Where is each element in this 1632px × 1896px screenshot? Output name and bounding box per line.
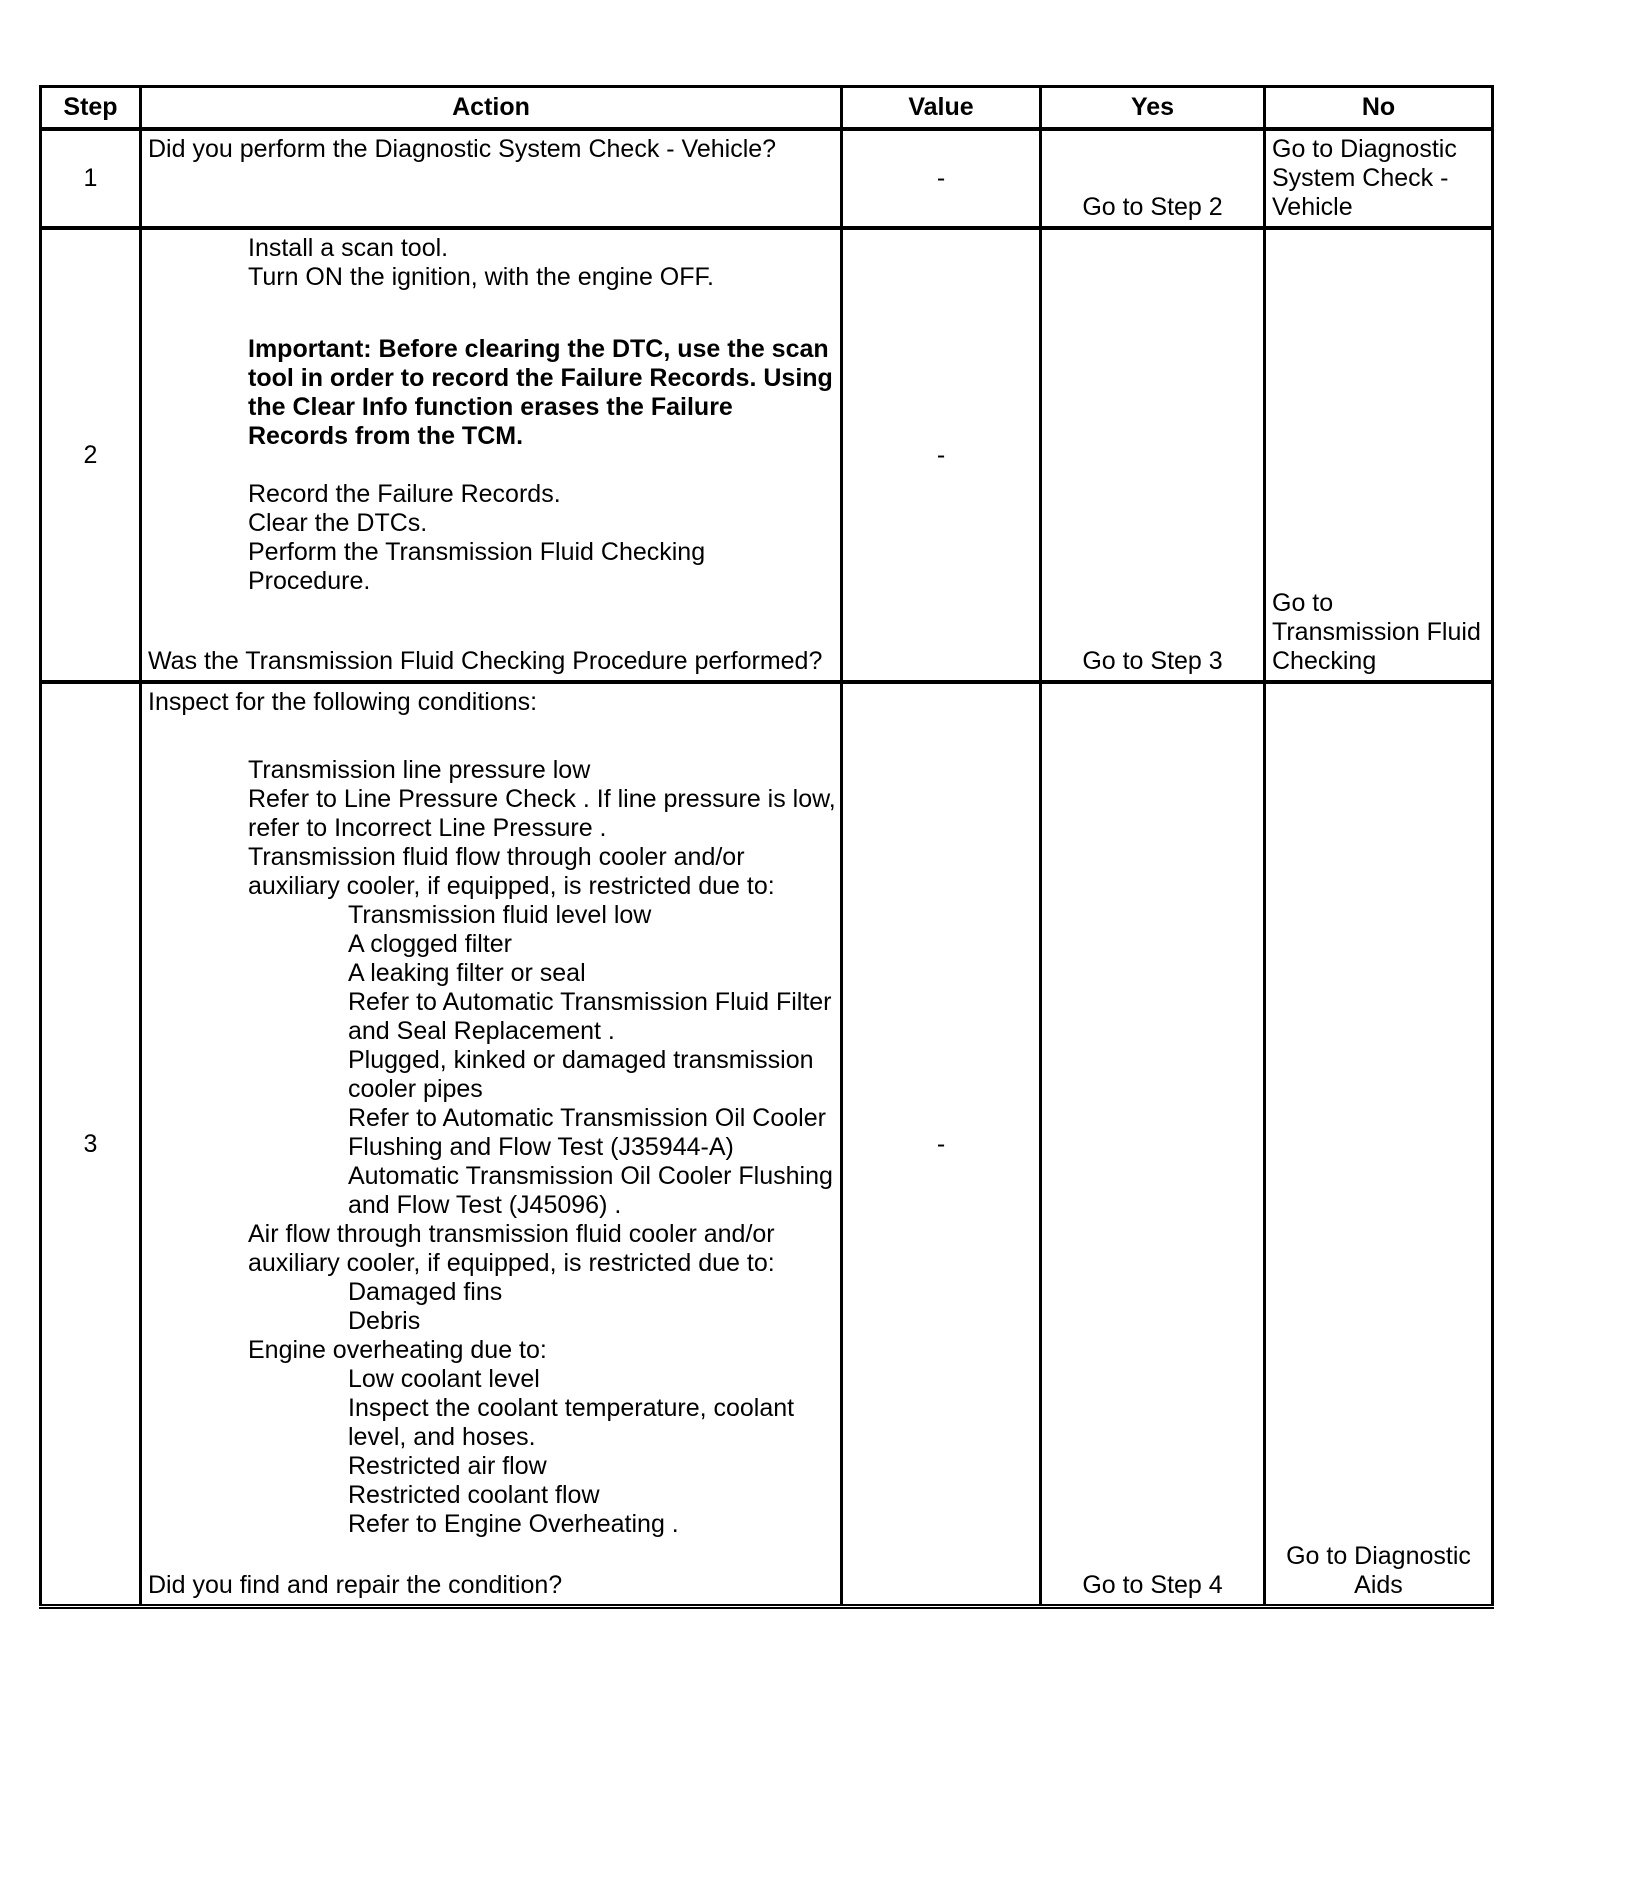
table-row-step-1	[41, 129, 1493, 228]
condition-subitem: Refer to Engine Overheating .	[348, 1510, 679, 1538]
condition-subitem: A leaking filter or seal	[348, 959, 586, 987]
no-link[interactable]: Go to Diagnostic Aids	[1286, 1542, 1471, 1599]
header-row	[41, 87, 1493, 130]
condition-subitem: Transmission fluid level low	[348, 901, 652, 929]
step-number: 2	[41, 228, 141, 682]
action-line: Perform the Transmission Fluid Checking Procedure.	[248, 538, 706, 595]
step-number: 1	[41, 129, 141, 228]
header-step: Step	[41, 87, 141, 130]
yes-cell	[1041, 682, 1265, 1607]
action-line: Install a scan tool.	[248, 234, 449, 262]
condition-item: Engine overheating due to:	[248, 1336, 547, 1364]
no-cell	[1265, 129, 1493, 228]
no-link[interactable]: Go to Diagnostic System Check - Vehicle	[1272, 135, 1457, 221]
condition-item: Transmission line pressure low	[248, 756, 591, 784]
header-action: Action	[141, 87, 842, 130]
header-no: No	[1265, 87, 1493, 130]
yes-cell	[1041, 129, 1265, 228]
condition-subitem: Restricted coolant flow	[348, 1481, 600, 1509]
yes-link[interactable]: Go to Step 3	[1082, 647, 1223, 675]
condition-subitem: A clogged filter	[348, 930, 512, 958]
action-line: Record the Failure Records.	[248, 480, 561, 508]
value-cell: -	[842, 129, 1041, 228]
condition-subitem: Damaged fins	[348, 1278, 503, 1306]
action-line: Turn ON the ignition, with the engine OFF.	[248, 263, 714, 291]
action-line: Clear the DTCs.	[248, 509, 428, 537]
diagnostic-table	[39, 85, 1494, 1609]
no-link[interactable]: Go to Transmission Fluid Checking	[1272, 589, 1481, 675]
condition-subitem: Refer to Automatic Transmission Oil Cooler Flushing and Flow Test (J35944-A)	[348, 1104, 826, 1161]
step-number: 3	[41, 682, 141, 1607]
action-cell	[141, 682, 842, 1607]
action-content	[142, 230, 840, 680]
value-cell: -	[842, 228, 1041, 682]
header-yes: Yes	[1041, 87, 1265, 130]
table-row-step-2	[41, 228, 1493, 682]
action-content	[142, 684, 840, 1604]
condition-subitem: Debris	[348, 1307, 421, 1335]
action-cell	[141, 129, 842, 228]
yes-cell	[1041, 228, 1265, 682]
yes-link[interactable]: Go to Step 2	[1082, 193, 1223, 221]
condition-subitem: Refer to Automatic Transmission Fluid Filter and Seal Replacement .	[348, 988, 832, 1045]
condition-subitem: Inspect the coolant temperature, coolant level, and hoses.	[348, 1394, 795, 1451]
condition-item: Air flow through transmission fluid cooler and/or auxiliary cooler, if equipped, is restricted due to:	[248, 1220, 775, 1277]
yes-link[interactable]: Go to Step 4	[1082, 1571, 1223, 1599]
condition-subitem: Restricted air flow	[348, 1452, 547, 1480]
action-cell	[141, 228, 842, 682]
no-cell	[1265, 228, 1493, 682]
header-value: Value	[842, 87, 1041, 130]
condition-subitem: Low coolant level	[348, 1365, 540, 1393]
action-intro: Inspect for the following conditions:	[148, 688, 538, 716]
action-question: Was the Transmission Fluid Checking Procedure performed?	[148, 647, 823, 675]
action-question: Did you find and repair the condition?	[148, 1571, 563, 1599]
no-cell	[1265, 682, 1493, 1607]
action-question: Did you perform the Diagnostic System Check - Vehicle?	[148, 135, 777, 163]
value-cell: -	[842, 682, 1041, 1607]
important-note: Important: Before clearing the DTC, use the scan tool in order to record the Failure Records. Using the Clear Info function erases the Failure Records from the TCM.	[248, 335, 833, 450]
condition-item: Refer to Line Pressure Check . If line pressure is low, refer to Incorrect Line Pressure .	[248, 785, 836, 842]
condition-subitem: Plugged, kinked or damaged transmission cooler pipes	[348, 1046, 814, 1103]
condition-item: Transmission fluid flow through cooler and/or auxiliary cooler, if equipped, is restricted due to:	[248, 843, 775, 900]
condition-subitem: Automatic Transmission Oil Cooler Flushing and Flow Test (J45096) .	[348, 1162, 833, 1219]
table-row-step-3	[41, 682, 1493, 1607]
